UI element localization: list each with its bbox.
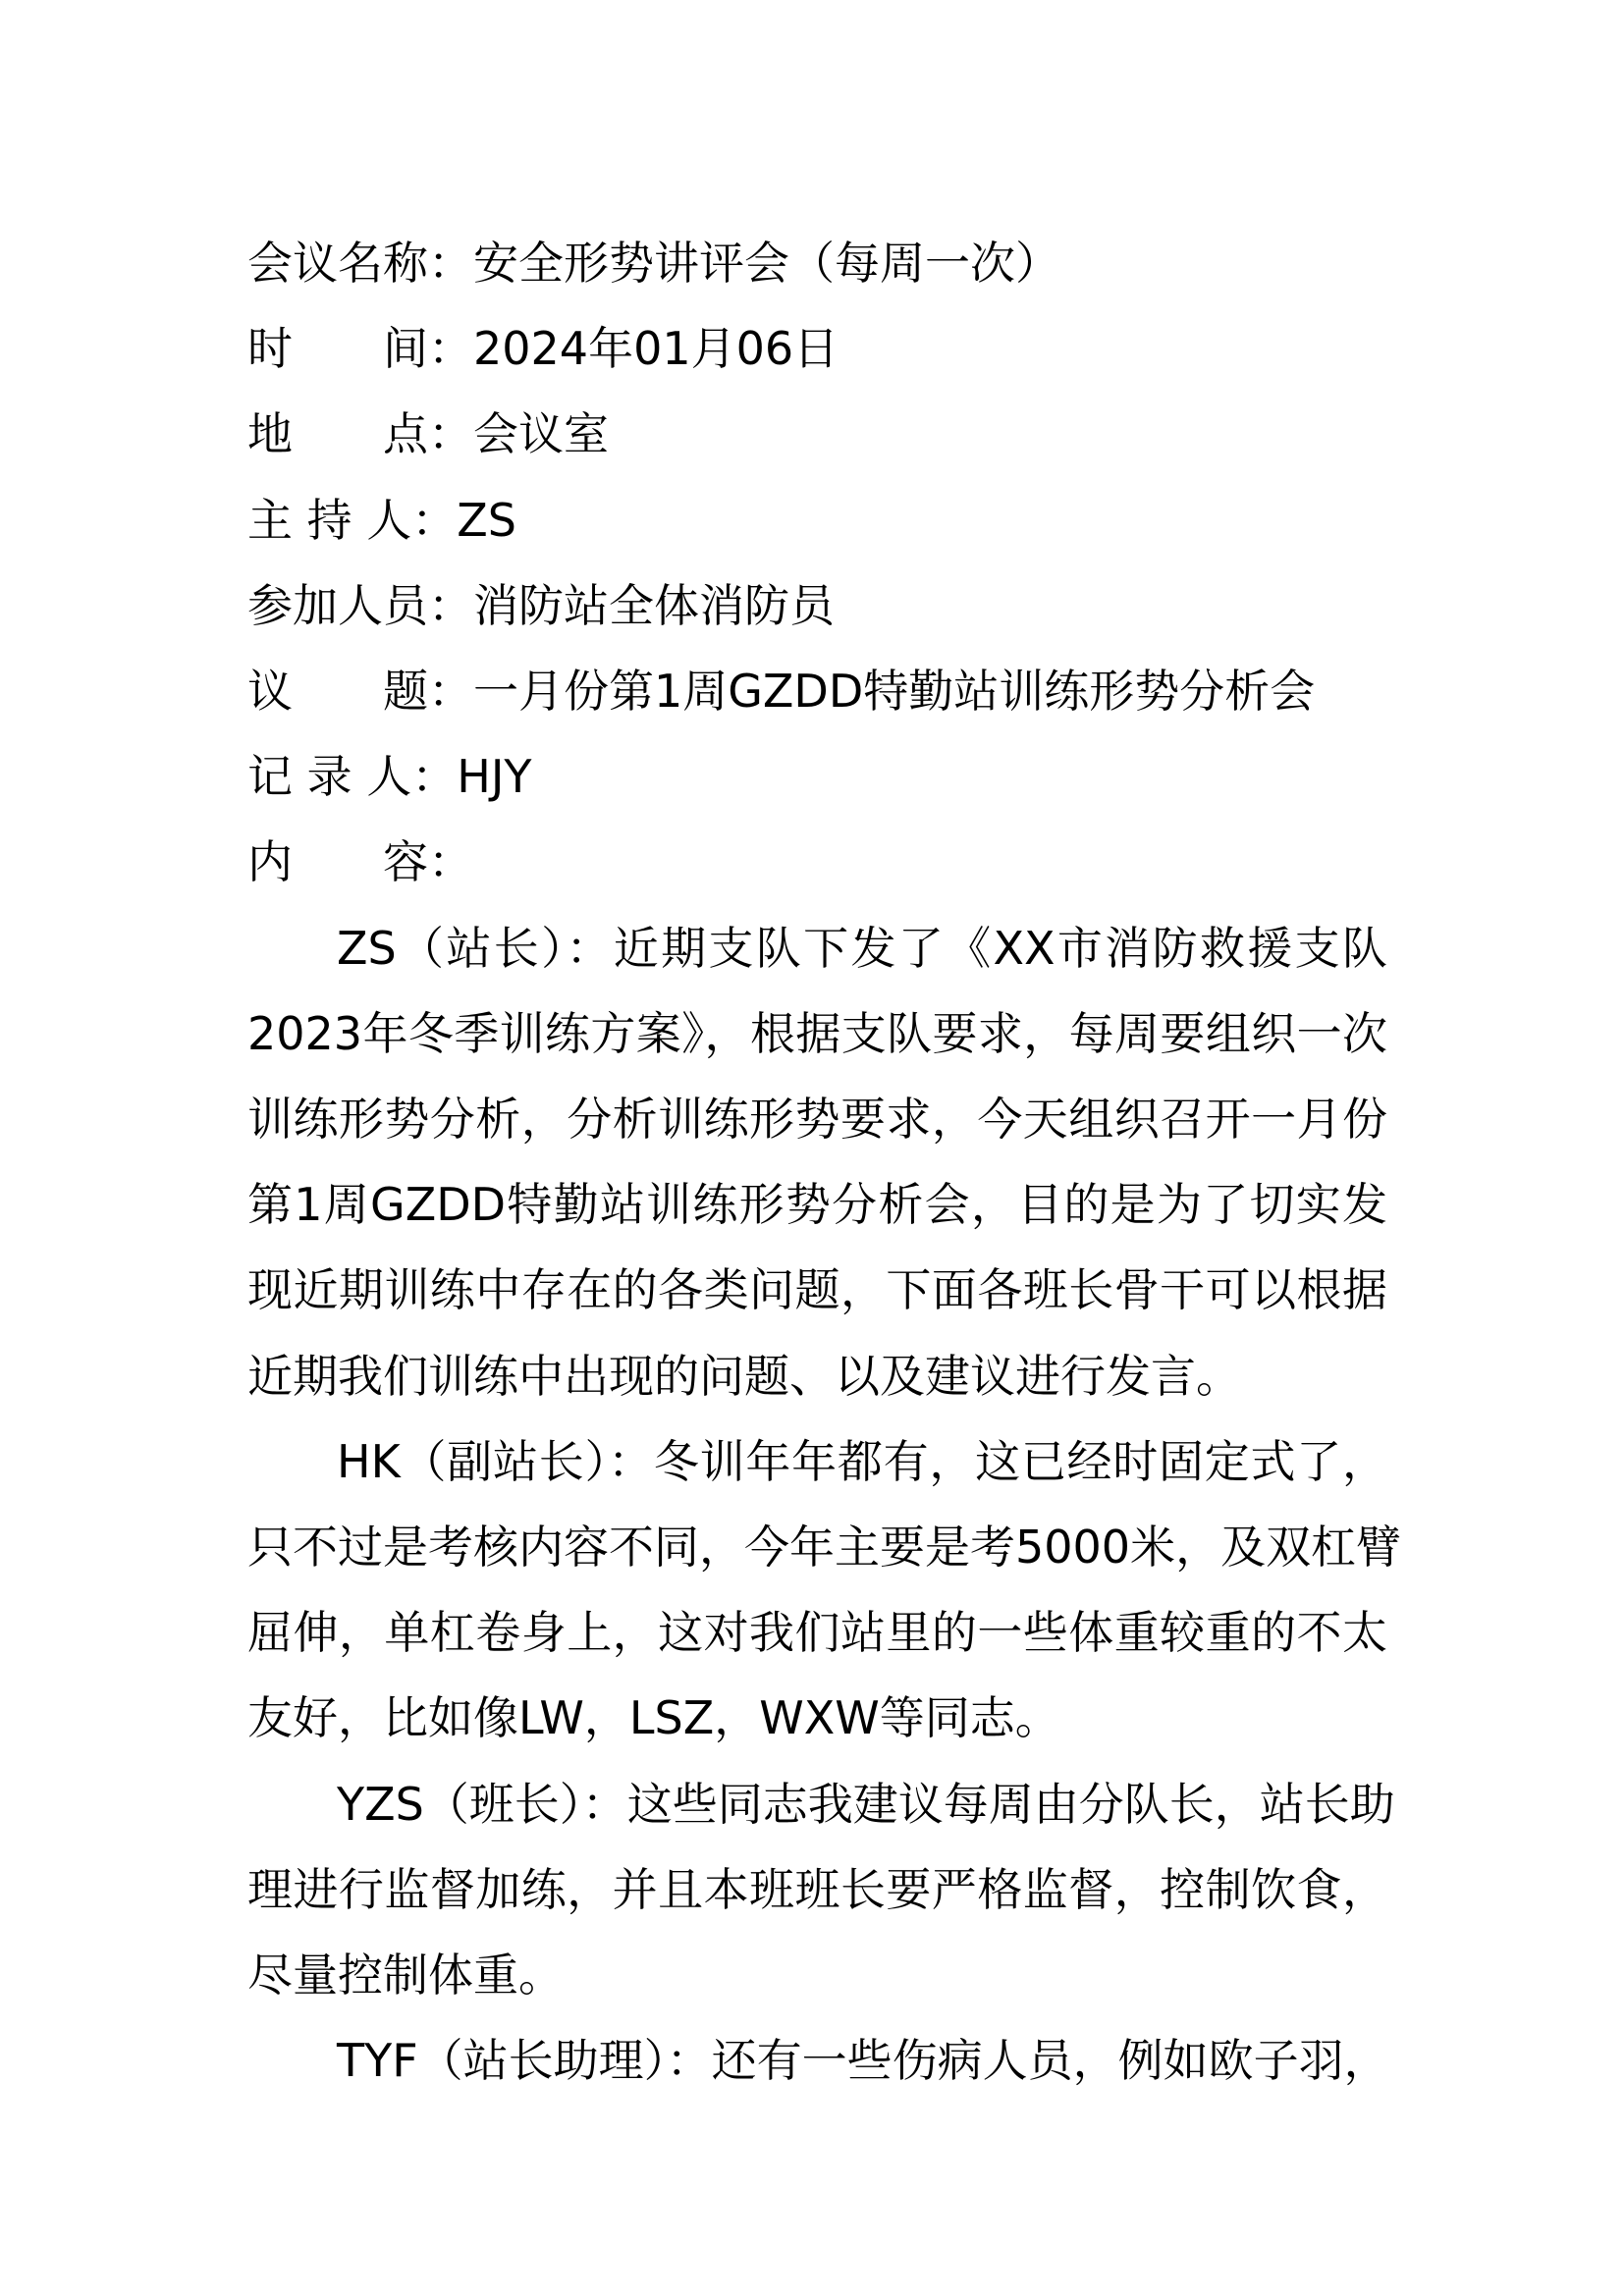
speaker-paragraph-start: YZS（班长）：这些同志我建议每周由分队长，站长助 <box>337 1777 1395 1831</box>
speaker-paragraph-start: ZS（站长）：近期支队下发了《XX市消防救援支队 <box>337 921 1387 975</box>
meeting-info-line: 时 间：2024年01月06日 <box>247 322 839 376</box>
meeting-info-line: 参加人员：消防站全体消防员 <box>247 578 835 632</box>
paragraph-line: 屈伸，单杠卷身上，这对我们站里的一些体重较重的不太 <box>247 1606 1387 1660</box>
speaker-paragraph-start: HK（副站长）：冬训年年都有，这已经时固定式了， <box>337 1434 1387 1488</box>
meeting-info-line: 记 录 人：HJY <box>247 750 532 804</box>
paragraph-line: 2023年冬季训练方案》，根据支队要求，每周要组织一次 <box>247 1006 1387 1060</box>
paragraph-line: 只不过是考核内容不同，今年主要是考5000米，及双杠臂 <box>247 1521 1402 1574</box>
paragraph-line: 训练形势分析，分析训练形势要求，今天组织召开一月份 <box>247 1093 1387 1146</box>
paragraph-line: 第1周GZDD特勤站训练形势分析会，目的是为了切实发 <box>247 1178 1387 1232</box>
paragraph-line: 近期我们训练中出现的问题、以及建议进行发言。 <box>247 1349 1241 1403</box>
paragraph-line: 尽量控制体重。 <box>247 1949 564 2002</box>
speaker-paragraph-start: TYF（站长助理）：还有一些伤病人员，例如欧子羽， <box>337 2034 1389 2088</box>
meeting-info-line: 主 持 人：ZS <box>247 493 516 547</box>
meeting-info-line: 会议名称：安全形势讲评会（每周一次） <box>247 237 1060 290</box>
meeting-info-line: 议 题：一月份第1周GZDD特勤站训练形势分析会 <box>247 665 1316 718</box>
paragraph-line: 现近期训练中存在的各类问题，下面各班长骨干可以根据 <box>247 1263 1387 1317</box>
meeting-info-line: 内 容： <box>247 835 473 889</box>
meeting-info-line: 地 点：会议室 <box>247 407 609 461</box>
paragraph-line: 理进行监督加练，并且本班班长要严格监督，控制饮食， <box>247 1862 1387 1916</box>
paragraph-line: 友好，比如像LW，LSZ，WXW等同志。 <box>247 1691 1060 1745</box>
